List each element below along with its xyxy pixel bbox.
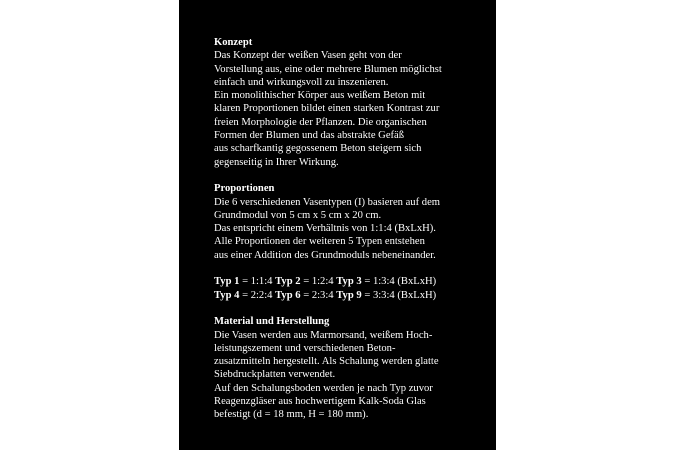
material-line: leistungszement und verschiedenen Beton- — [214, 342, 396, 354]
type-label: Typ 9 — [336, 289, 362, 301]
konzept-line: Formen der Blumen und das abstrakte Gefäß — [214, 130, 405, 142]
type-label: Typ 1 — [214, 276, 240, 288]
proportionen-line: Grundmodul von 5 cm x 5 cm x 20 cm. — [214, 209, 382, 221]
section-spacer — [214, 169, 484, 182]
proportionen-line: Alle Proportionen der weiteren 5 Typen entstehen — [214, 236, 425, 248]
material-line: Die Vasen werden aus Marmorsand, weißem Hoch- — [214, 329, 433, 341]
heading-proportionen: Proportionen — [214, 183, 275, 195]
konzept-line: gegenseitig in Ihrer Wirkung. — [214, 156, 339, 168]
type-ratio: = 2:3:4 — [300, 289, 337, 301]
konzept-line: Ein monolithischer Körper aus weißem Beton mit — [214, 90, 426, 102]
konzept-line: aus scharfkantig gegossenem Beton steigern sich — [214, 143, 422, 155]
type-ratio: = 1:3:4 (BxLxH) — [361, 276, 437, 288]
type-ratio: = 3:3:4 (BxLxH) — [361, 289, 437, 301]
type-label: Typ 4 — [214, 289, 240, 301]
proportionen-line: Das entspricht einem Verhältnis von 1:1:4 (BxLxH). — [214, 223, 436, 235]
type-ratio: = 2:2:4 — [239, 289, 276, 301]
black-text-panel — [179, 0, 496, 450]
konzept-line: Das Konzept der weißen Vasen geht von der — [214, 50, 402, 62]
konzept-line: Vorstellung aus, eine oder mehrere Blumen möglichst — [214, 63, 442, 75]
konzept-line: einfach und wirkungsvoll zu inszenieren. — [214, 76, 389, 88]
type-label: Typ 3 — [336, 276, 362, 288]
section-spacer — [214, 302, 484, 315]
proportionen-line: Die 6 verschiedenen Vasentypen (I) basieren auf dem — [214, 196, 441, 208]
material-line: befestigt (d = 18 mm, H = 180 mm). — [214, 409, 369, 421]
material-line: Reagenzgläser aus hochwertigem Kalk-Soda Glas — [214, 396, 426, 408]
type-ratio: = 1:1:4 — [239, 276, 276, 288]
material-line: zusatzmitteln hergestellt. Als Schalung werden glatte — [214, 356, 439, 368]
heading-konzept: Konzept — [214, 37, 253, 48]
material-line: Siebdruckplatten verwendet. — [214, 369, 336, 381]
type-ratio-row-1 — [214, 275, 484, 288]
heading-material: Material und Herstellung — [214, 316, 330, 328]
konzept-line: freien Morphologie der Pflanzen. Die organischen — [214, 116, 427, 128]
konzept-line: klaren Proportionen bildet einen starken Kontrast zur — [214, 103, 440, 115]
section-spacer — [214, 262, 484, 275]
type-ratio: = 1:2:4 — [300, 276, 337, 288]
document-body — [214, 36, 484, 422]
type-label: Typ 2 — [275, 276, 301, 288]
type-label: Typ 6 — [275, 289, 301, 301]
material-line: Auf den Schalungsboden werden je nach Typ zuvor — [214, 382, 433, 394]
proportionen-line: aus einer Addition des Grundmoduls nebeneinander. — [214, 249, 436, 261]
type-ratio-row-2 — [214, 289, 484, 302]
